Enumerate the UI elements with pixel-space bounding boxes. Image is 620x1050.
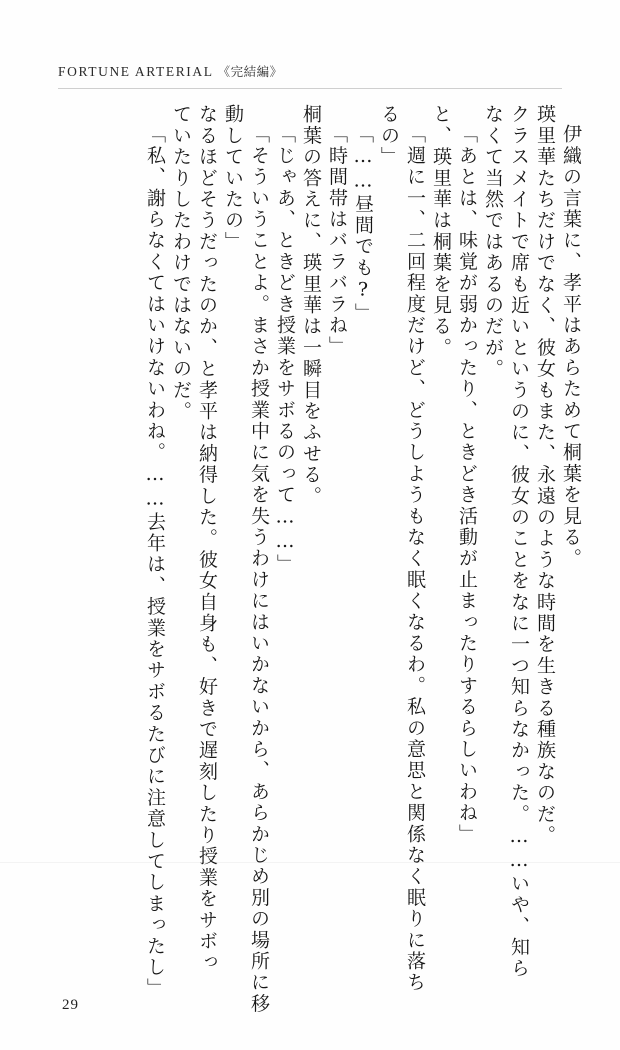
text-column: 伊織の言葉に、孝平はあらためて桐葉を見る。 [560,124,582,570]
text-column: 「時間帯はバラバラね」 [326,124,348,358]
series-title: FORTUNE ARTERIAL [58,64,214,79]
page-number: 29 [62,997,79,1013]
text-column: 「私、謝らなくてはいけないわね。……去年は、授業をサボるたびに注意してしまったし」 [144,124,166,1000]
text-column: 桐葉の答えに、瑛里華は一瞬目をふせる。 [300,104,322,507]
text-column: るの」 [378,104,400,168]
volume-label: 《完結編》 [217,64,283,79]
text-column: 「じゃあ、ときどき授業をサボるのって……」 [274,124,296,576]
text-column: クラスメイトで席も近いというのに、彼女のことをなに一つ知らなかった。……いや、知ら [508,104,530,980]
text-column: ていたりしたわけではないのだ。 [170,104,192,422]
text-column: 「あとは、味覚が弱かったり、ときどき活動が止まったりするらしいわね」 [456,124,478,845]
text-column: 動していたの」 [222,104,244,253]
scan-artifact-line [0,862,620,863]
text-column: 「そういうことよ。まさか授業中に気を失うわけにはいかないから、あらかじめ別の場所に移 [248,124,270,1015]
header-divider [58,88,562,89]
text-column: 瑛里華たちだけでなく、彼女もまた、永遠のような時間を生きる種族なのだ。 [534,104,556,846]
text-column: 「……昼間でも?」 [352,124,374,324]
text-column: と、瑛里華は桐葉を見る。 [430,104,452,359]
text-column: なくて当然ではあるのだが。 [482,104,504,380]
running-head [58,62,562,84]
text-column: 「週に一、二回程度だけど、どうしようもなく眠くなるわ。私の意思と関係なく眠りに落ち [404,124,426,994]
text-column: なるほどそうだったのか、と孝平は納得した。彼女自身も、好きで遅刻したり授業をサボっ [196,104,218,974]
